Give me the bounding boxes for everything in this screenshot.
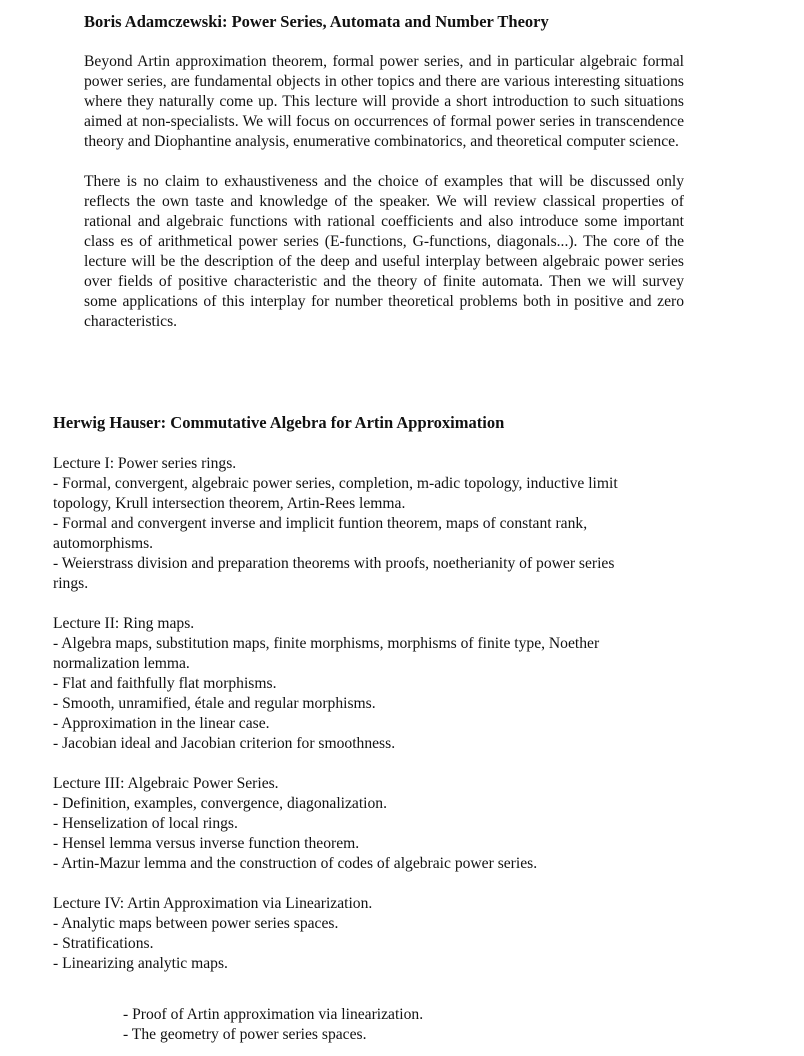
lecture-heading: Lecture IV: Artin Approximation via Linearization. — [53, 895, 373, 912]
abstract-paragraph-1: Beyond Artin approximation theorem, formal power series, and in particular algebraic formal power series, are fundamental objects in other topics and there are various interesting situations where they naturally come up. This lecture will provide a short introduction to such situations aimed at non-specialists. We will focus on occurrences of formal power series in transcendence theory and Diophantine analysis, enumerative combinatorics, and theoretical computer science. — [84, 53, 684, 150]
lecture-item: - Analytic maps between power series spaces. — [53, 915, 339, 932]
lecture-heading: Lecture II: Ring maps. — [53, 615, 195, 632]
lecture-heading: Lecture III: Algebraic Power Series. — [53, 775, 279, 792]
lecture-item: - Hensel lemma versus inverse function theorem. — [53, 835, 360, 852]
indented-list — [123, 1005, 723, 1045]
adamczewski-section — [84, 12, 684, 352]
lecture-item: - Flat and faithfully flat morphisms. — [53, 675, 277, 692]
lecture-item: - Approximation in the linear case. — [53, 715, 270, 732]
lecture-item: - Definition, examples, convergence, diagonalization. — [53, 795, 387, 812]
lecture-item: - Algebra maps, substitution maps, finite morphisms, morphisms of finite type, Noether normalization lemma. — [53, 635, 600, 672]
section-title: Herwig Hauser: Commutative Algebra for Artin Approximation — [53, 413, 505, 432]
lecture-block — [53, 774, 653, 874]
lecture-item: - Formal and convergent inverse and implicit funtion theorem, maps of constant rank, automorphisms. — [53, 515, 588, 552]
lecture-item: - Smooth, unramified, étale and regular morphisms. — [53, 695, 376, 712]
lecture-heading: Lecture I: Power series rings. — [53, 455, 237, 472]
lecture-item: - Jacobian ideal and Jacobian criterion for smoothness. — [53, 735, 396, 752]
section-title: Boris Adamczewski: Power Series, Automata and Number Theory — [84, 12, 549, 31]
lecture-item: - Formal, convergent, algebraic power series, completion, m-adic topology, inductive limit topology, Krull intersection theorem, Artin-Rees lemma. — [53, 475, 618, 512]
abstract-paragraph-2: There is no claim to exhaustiveness and the choice of examples that will be discussed only reflects the own taste and knowledge of the speaker. We will review classical properties of rational and algebraic functions with rational coefficients and also introduce some important class es of arithmetical power series (E-functions, G-functions, diagonals...). The core of the lecture will be the description of the deep and useful interplay between algebraic power series over fields of positive characteristic and the theory of finite automata. Then we will survey some applications of this interplay for number theoretical problems both in positive and zero characteristics. — [84, 173, 684, 330]
lecture-item: - Artin-Mazur lemma and the construction of codes of algebraic power series. — [53, 855, 538, 872]
lecture-item: - Stratifications. — [53, 935, 154, 952]
indented-item: - The geometry of power series spaces. — [123, 1026, 367, 1043]
lecture-item: - Henselization of local rings. — [53, 815, 238, 832]
lecture-block — [53, 894, 653, 974]
lecture-block — [53, 614, 653, 754]
lecture-item: - Weierstrass division and preparation theorems with proofs, noetherianity of power series rings. — [53, 555, 615, 592]
hauser-section — [53, 413, 653, 994]
lecture-item: - Linearizing analytic maps. — [53, 955, 228, 972]
lecture-block — [53, 454, 653, 594]
indented-item: - Proof of Artin approximation via linearization. — [123, 1006, 424, 1023]
